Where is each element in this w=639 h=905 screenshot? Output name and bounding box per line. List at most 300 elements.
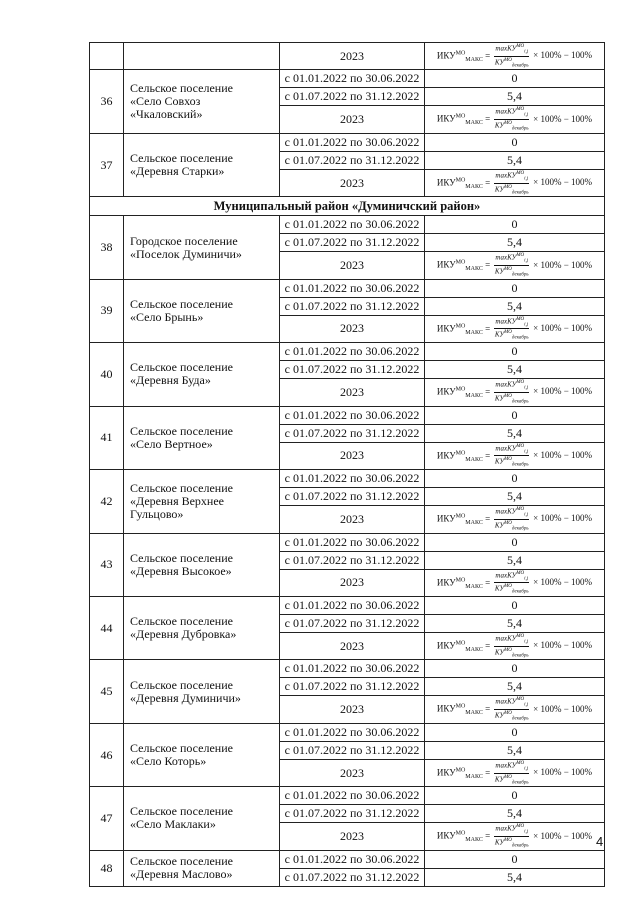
formula-lhs-sup: МО [455,113,466,120]
table-row [90,70,605,88]
table-row [90,723,605,741]
formula-denominator [494,837,529,850]
formula-fraction [494,506,529,532]
formula-den: КУ [494,330,505,339]
formula-lhs-sub: МАКС [465,120,483,127]
formula-fraction [494,443,529,469]
formula-denominator [494,329,529,342]
formula-lhs: ИКУ [436,830,456,841]
formula-denominator [494,57,529,70]
settlement-name [124,850,280,886]
period-cell: с 01.01.2022 по 30.06.2022 [280,279,425,297]
formula-den: КУ [494,58,505,67]
period-cell: 2023 [280,632,425,659]
table-row [90,216,605,234]
value-cell: 5,4 [425,551,605,569]
period-cell: с 01.01.2022 по 30.06.2022 [280,406,425,424]
formula-num-sub: i,j [524,176,529,182]
formula-den-sup: МО [504,647,512,653]
formula-expression [437,633,592,659]
formula-cell [425,696,605,723]
formula-num-sub: i,j [524,829,529,835]
formula-den: КУ [494,584,505,593]
value-cell: 5,4 [425,297,605,315]
formula-den-sup: МО [504,121,512,127]
formula-den-sub: декабрь [511,780,529,786]
period-cell: с 01.01.2022 по 30.06.2022 [280,70,425,88]
formula-num: maxКУ [495,697,517,706]
formula-expression [437,379,592,405]
formula-fraction [494,43,529,69]
formula-den-sub: декабрь [511,843,529,849]
period-cell: 2023 [280,823,425,850]
formula-lhs-sup: МО [455,703,466,710]
formula-den-sup: МО [504,330,512,336]
formula-den-sub: декабрь [511,589,529,595]
formula-equals: = [482,830,493,841]
formula-fraction [494,252,529,278]
formula-denominator [494,120,529,133]
period-cell: с 01.01.2022 по 30.06.2022 [280,216,425,234]
row-number: 47 [90,787,124,850]
settlement-name-line: «Село Брынь» [130,309,204,324]
formula-expression [437,170,592,196]
value-cell: 0 [425,470,605,488]
value-cell: 5,4 [425,741,605,759]
formula-num-sup: МО [516,253,525,259]
settlement-name [124,723,280,786]
formula-rhs: × 100% − 100% [533,259,593,270]
formula-lhs-sub: МАКС [465,773,483,780]
formula-den: КУ [494,711,505,720]
settlement-name-line: Сельское поселение [130,550,233,565]
period-cell: с 01.01.2022 по 30.06.2022 [280,850,425,868]
period-cell: с 01.07.2022 по 31.12.2022 [280,868,425,886]
row-number: 44 [90,596,124,659]
formula-numerator [494,106,529,120]
formula-lhs: ИКУ [436,386,456,397]
formula-num-sub: i,j [524,766,529,772]
formula-equals: = [482,177,493,188]
formula-numerator [494,170,529,184]
formula-lhs: ИКУ [436,177,456,188]
period-cell: с 01.01.2022 по 30.06.2022 [280,533,425,551]
formula-numerator [494,760,529,774]
value-cell: 0 [425,533,605,551]
value-cell: 0 [425,596,605,614]
period-cell: 2023 [280,315,425,342]
value-cell: 5,4 [425,678,605,696]
value-cell: 5,4 [425,805,605,823]
formula-lhs-sup: МО [455,259,466,266]
formula-denominator [494,393,529,406]
formula-expression [437,570,592,596]
formula-num: maxКУ [495,443,517,452]
formula-equals: = [482,703,493,714]
value-cell: 0 [425,70,605,88]
row-number: 38 [90,216,124,279]
formula-cell [425,106,605,133]
formula-rhs: × 100% − 100% [533,640,593,651]
value-cell: 0 [425,133,605,151]
formula-num: maxКУ [495,380,517,389]
settlement-name-line: Городское поселение [130,233,238,248]
page-number: 4 [596,834,604,849]
formula-expression [437,43,592,69]
table-row [90,596,605,614]
formula-expression [437,760,592,786]
row-number: 46 [90,723,124,786]
formula-den-sub: декабрь [511,653,529,659]
formula-cell [425,759,605,786]
formula-den: КУ [494,521,505,530]
formula-num: maxКУ [495,507,517,516]
period-cell: 2023 [280,43,425,70]
settlement-name-line: Сельское поселение [130,480,233,495]
row-number: 36 [90,70,124,133]
formula-lhs-sub: МАКС [465,329,483,336]
formula-den-sup: МО [504,711,512,717]
formula-lhs-sub: МАКС [465,710,483,717]
formula-lhs-sup: МО [455,386,466,393]
formula-lhs-sup: МО [455,449,466,456]
formula-numerator [494,316,529,330]
row-number [90,43,124,70]
formula-num-sub: i,j [524,259,529,265]
formula-den-sup: МО [504,584,512,590]
formula-denominator [494,774,529,787]
formula-den-sup: МО [504,184,512,190]
formula-rhs: × 100% − 100% [533,830,593,841]
period-cell: с 01.07.2022 по 31.12.2022 [280,297,425,315]
settlement-name-line: «Деревня Буда» [130,373,211,388]
value-cell: 5,4 [425,151,605,169]
formula-den: КУ [494,457,505,466]
formula-num: maxКУ [495,107,517,116]
period-cell: с 01.07.2022 по 31.12.2022 [280,488,425,506]
formula-denominator [494,647,529,660]
value-cell: 0 [425,279,605,297]
period-cell: с 01.01.2022 по 30.06.2022 [280,723,425,741]
settlement-name-line: «Деревня Маслово» [130,867,233,882]
settlement-name [124,406,280,469]
formula-cell [425,315,605,342]
settlement-name-line: «Деревня Старки» [130,164,225,179]
formula-num-sub: i,j [524,703,529,709]
period-cell: с 01.01.2022 по 30.06.2022 [280,133,425,151]
settlement-name-line: Сельское поселение [130,296,233,311]
row-number: 41 [90,406,124,469]
formula-expression [437,823,592,849]
settlement-name-line: «Село Которь» [130,754,207,769]
formula-den-sub: декабрь [511,190,529,196]
period-cell: с 01.01.2022 по 30.06.2022 [280,660,425,678]
formula-denominator [494,583,529,596]
settlement-name [124,70,280,133]
value-cell: 0 [425,850,605,868]
formula-cell [425,43,605,70]
formula-den-sub: декабрь [511,336,529,342]
period-cell: с 01.07.2022 по 31.12.2022 [280,805,425,823]
settlement-name-line: Сельское поселение [130,151,233,166]
settlement-name [124,133,280,196]
formula-den: КУ [494,121,505,130]
formula-numerator [494,43,529,57]
row-number: 43 [90,533,124,596]
settlement-name-line: «Село Совхоз «Чкаловский» [130,94,203,122]
formula-fraction [494,170,529,196]
formula-rhs: × 100% − 100% [533,576,593,587]
formula-lhs-sub: МАКС [465,456,483,463]
settlement-name-line: Сельское поселение [130,854,233,869]
formula-num: maxКУ [495,824,517,833]
formula-rhs: × 100% − 100% [533,323,593,334]
formula-num-sup: МО [516,570,525,576]
period-cell: с 01.07.2022 по 31.12.2022 [280,551,425,569]
settlement-name [124,279,280,342]
settlement-name [124,787,280,850]
formula-equals: = [482,449,493,460]
settlement-name [124,660,280,723]
period-cell: с 01.01.2022 по 30.06.2022 [280,596,425,614]
formula-den-sub: декабрь [511,463,529,469]
value-cell: 5,4 [425,88,605,106]
district-title: Муниципальный район «Думиничский район» [90,197,605,216]
period-cell: с 01.07.2022 по 31.12.2022 [280,424,425,442]
formula-numerator [494,506,529,520]
formula-expression [437,106,592,132]
formula-lhs-sup: МО [455,830,466,837]
formula-den-sub: декабрь [511,526,529,532]
formula-cell [425,169,605,196]
formula-fraction [494,696,529,722]
value-cell: 0 [425,787,605,805]
settlement-name [124,596,280,659]
settlement-name-line: Сельское поселение [130,423,233,438]
period-cell: с 01.07.2022 по 31.12.2022 [280,151,425,169]
formula-lhs-sup: МО [455,323,466,330]
formula-den: КУ [494,184,505,193]
formula-num: maxКУ [495,634,517,643]
value-cell: 5,4 [425,361,605,379]
formula-den-sub: декабрь [511,399,529,405]
formula-numerator [494,633,529,647]
period-cell: с 01.07.2022 по 31.12.2022 [280,234,425,252]
formula-den: КУ [494,267,505,276]
formula-num-sup: МО [516,443,525,449]
formula-num-sup: МО [516,107,525,113]
settlement-name [124,343,280,406]
settlement-name-line: Сельское поселение [130,81,233,96]
row-number: 42 [90,470,124,533]
formula-num-sub: i,j [524,49,529,55]
formula-equals: = [482,513,493,524]
table-row [90,343,605,361]
formula-lhs-sup: МО [455,640,466,647]
period-cell: с 01.01.2022 по 30.06.2022 [280,470,425,488]
formula-cell [425,506,605,533]
value-cell: 0 [425,723,605,741]
district-row [90,197,605,216]
formula-num-sup: МО [516,44,525,49]
period-cell: с 01.07.2022 по 31.12.2022 [280,678,425,696]
formula-rhs: × 100% − 100% [533,449,593,460]
formula-cell [425,442,605,469]
table-row [90,279,605,297]
formula-den-sup: МО [504,520,512,526]
formula-den-sup: МО [504,774,512,780]
formula-numerator [494,443,529,457]
formula-num: maxКУ [495,761,517,770]
formula-num-sub: i,j [524,113,529,119]
formula-expression [437,316,592,342]
formula-equals: = [482,576,493,587]
settlement-name-line: Гульцово» [130,506,184,521]
formula-num-sup: МО [516,380,525,386]
settlement-name-line: «Поселок Думиничи» [130,246,242,261]
row-number: 37 [90,133,124,196]
value-cell: 5,4 [425,234,605,252]
table-body [90,43,605,887]
formula-lhs: ИКУ [436,767,456,778]
formula-equals: = [482,640,493,651]
formula-lhs-sub: МАКС [465,266,483,273]
settlement-name-line: «Село Вертное» [130,436,213,451]
period-cell: 2023 [280,379,425,406]
formula-lhs-sup: МО [455,767,466,774]
formula-expression [437,696,592,722]
period-cell: 2023 [280,696,425,723]
formula-rhs: × 100% − 100% [533,767,593,778]
settlement-name [124,533,280,596]
formula-lhs-sup: МО [455,513,466,520]
settlement-name [124,216,280,279]
formula-fraction [494,570,529,596]
formula-fraction [494,823,529,849]
formula-cell [425,252,605,279]
row-number: 45 [90,660,124,723]
period-cell: 2023 [280,569,425,596]
formula-lhs-sup: МО [455,177,466,184]
formula-numerator [494,252,529,266]
settlement-name-line: Сельское поселение [130,741,233,756]
value-cell: 0 [425,406,605,424]
formula-num-sub: i,j [524,576,529,582]
formula-denominator [494,520,529,533]
formula-expression [437,443,592,469]
period-cell: с 01.01.2022 по 30.06.2022 [280,787,425,805]
formula-rhs: × 100% − 100% [533,113,593,124]
settlement-name-line: «Деревня Дубровка» [130,627,237,642]
formula-num: maxКУ [495,317,517,326]
table-row [90,850,605,868]
formula-lhs: ИКУ [436,576,456,587]
formula-numerator [494,823,529,837]
formula-lhs: ИКУ [436,703,456,714]
value-cell: 5,4 [425,868,605,886]
formula-lhs-sub: МАКС [465,183,483,190]
formula-num: maxКУ [495,570,517,579]
formula-lhs-sub: МАКС [465,520,483,527]
formula-lhs: ИКУ [436,50,456,61]
formula-rhs: × 100% − 100% [533,386,593,397]
formula-den: КУ [494,774,505,783]
settlement-name-line: Сельское поселение [130,677,233,692]
formula-den: КУ [494,647,505,656]
row-number: 39 [90,279,124,342]
formula-den-sup: МО [504,267,512,273]
formula-rhs: × 100% − 100% [533,50,593,61]
settlement-name-line: «Деревня Думиничи» [130,690,241,705]
formula-lhs: ИКУ [436,640,456,651]
formula-den-sup: МО [504,393,512,399]
formula-cell [425,632,605,659]
value-cell: 5,4 [425,614,605,632]
formula-den-sub: декабрь [511,272,529,278]
formula-denominator [494,710,529,723]
formula-lhs-sup: МО [455,576,466,583]
formula-equals: = [482,386,493,397]
formula-lhs-sub: МАКС [465,393,483,400]
period-cell: с 01.07.2022 по 31.12.2022 [280,88,425,106]
formula-fraction [494,316,529,342]
formula-denominator [494,184,529,197]
settlement-name [124,470,280,533]
formula-num-sup: МО [516,316,525,322]
settlement-name-line: Сельское поселение [130,804,233,819]
formula-equals: = [482,767,493,778]
formula-num: maxКУ [495,44,517,53]
settlement-name-line: «Деревня Верхнее [130,493,224,508]
formula-num-sup: МО [516,170,525,176]
formula-num-sup: МО [516,507,525,513]
formula-num-sub: i,j [524,322,529,328]
formula-num-sub: i,j [524,385,529,391]
row-number: 40 [90,343,124,406]
period-cell: с 01.07.2022 по 31.12.2022 [280,614,425,632]
formula-num-sub: i,j [524,512,529,518]
period-cell: 2023 [280,252,425,279]
formula-lhs-sub: МАКС [465,647,483,654]
formula-rhs: × 100% − 100% [533,177,593,188]
table-row [90,406,605,424]
formula-lhs: ИКУ [436,323,456,334]
formula-cell [425,379,605,406]
value-cell: 5,4 [425,488,605,506]
formula-den-sub: декабрь [511,716,529,722]
formula-lhs-sub: МАКС [465,837,483,844]
period-cell: с 01.01.2022 по 30.06.2022 [280,343,425,361]
row-number: 48 [90,850,124,886]
formula-equals: = [482,323,493,334]
formula-den-sub: декабрь [511,126,529,132]
formula-expression [437,506,592,532]
settlement-name-line: «Село Маклаки» [130,817,216,832]
value-cell: 0 [425,660,605,678]
formula-equals: = [482,113,493,124]
formula-lhs-sup: МО [455,50,466,57]
table-row [90,43,605,70]
formula-denominator [494,456,529,469]
formula-denominator [494,266,529,279]
period-cell: 2023 [280,169,425,196]
period-cell: с 01.07.2022 по 31.12.2022 [280,361,425,379]
table-row [90,470,605,488]
formula-numerator [494,696,529,710]
formula-lhs: ИКУ [436,113,456,124]
settlement-name [124,43,280,70]
formula-den: КУ [494,838,505,847]
